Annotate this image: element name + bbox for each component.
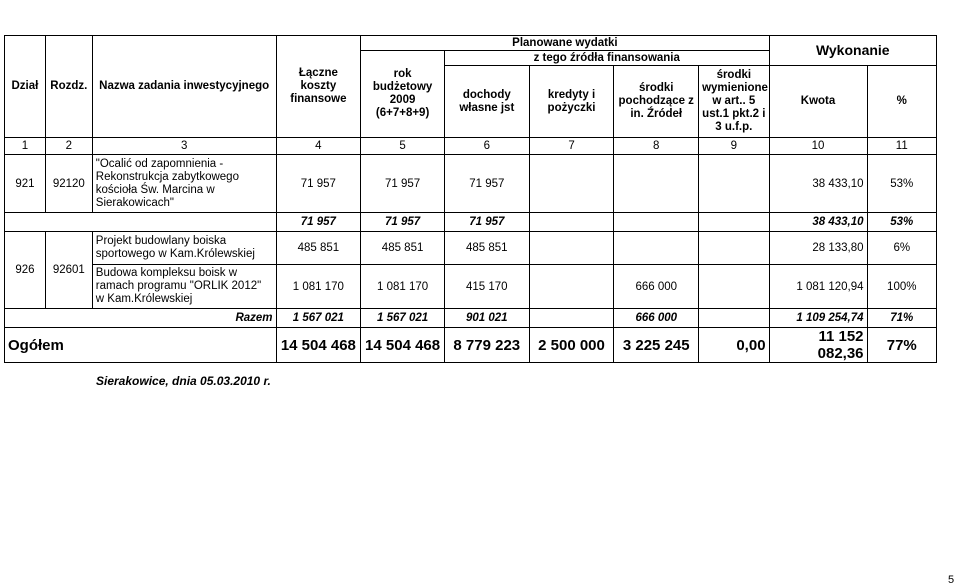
footer-date: Sierakowice, dnia 05.03.2010 r.: [96, 374, 271, 388]
procent-cell: 53%: [867, 155, 936, 213]
table-row: [5, 232, 937, 265]
subtotal-kwota: 38 433,10: [769, 213, 867, 232]
razem-row: [5, 309, 937, 328]
subtotal-rok: 71 957: [361, 213, 445, 232]
col-number: 10: [769, 138, 867, 155]
razem-laczne: 1 567 021: [276, 309, 361, 328]
procent-cell: 6%: [867, 232, 936, 265]
header-rozdz: Rozdz.: [45, 36, 92, 138]
subtotal-dochody: 71 957: [444, 213, 529, 232]
laczne-cell: 1 081 170: [276, 265, 361, 309]
razem-pochodzace: 666 000: [614, 309, 699, 328]
ogolem-kwota: 11 152 082,36: [769, 328, 867, 363]
razem-rok: 1 567 021: [361, 309, 445, 328]
col-number: 5: [361, 138, 445, 155]
ogolem-dochody: 8 779 223: [444, 328, 529, 363]
dzial-cell: 926: [5, 232, 46, 309]
header-procent: %: [867, 66, 936, 138]
table-row: [5, 265, 937, 309]
header-dochody: dochody własne jst: [444, 66, 529, 138]
dochody-cell: 415 170: [444, 265, 529, 309]
rok-cell: 71 957: [361, 155, 445, 213]
header-kredyty: kredyty i pożyczki: [529, 66, 614, 138]
ogolem-pochodzace: 3 225 245: [614, 328, 699, 363]
table-row: [5, 155, 937, 213]
rok-cell: 485 851: [361, 232, 445, 265]
dzial-cell: 921: [5, 155, 46, 213]
subtotal-row: [5, 213, 937, 232]
ogolem-row: [5, 328, 937, 363]
razem-label: Razem: [5, 309, 277, 328]
investment-table: [4, 35, 937, 363]
procent-cell: 100%: [867, 265, 936, 309]
kwota-cell: 1 081 120,94: [769, 265, 867, 309]
col-number: 2: [45, 138, 92, 155]
col-number: 6: [444, 138, 529, 155]
header-rok: rok budżetowy 2009 (6+7+8+9): [361, 51, 445, 138]
header-kwota: Kwota: [769, 66, 867, 138]
kwota-cell: 38 433,10: [769, 155, 867, 213]
col-number: 9: [699, 138, 769, 155]
col-number: 8: [614, 138, 699, 155]
ogolem-procent: 77%: [867, 328, 936, 363]
dochody-cell: 71 957: [444, 155, 529, 213]
ogolem-label: Ogółem: [5, 328, 277, 363]
header-dzial: Dział: [5, 36, 46, 138]
razem-kwota: 1 109 254,74: [769, 309, 867, 328]
col-number: 4: [276, 138, 361, 155]
header-pochodzace: środki pochodzące z in. Źródeł: [614, 66, 699, 138]
subtotal-procent: 53%: [867, 213, 936, 232]
pochodzace-cell: 666 000: [614, 265, 699, 309]
ogolem-rok: 14 504 468: [361, 328, 445, 363]
rozdz-cell: 92601: [45, 232, 92, 309]
task-name: Budowa kompleksu boisk w ramach programu "ORLIK 2012" w Kam.Królewskiej: [92, 265, 276, 309]
header-wymienione: środki wymienione w art.. 5 ust.1 pkt.2 i 3 u.f.p.: [699, 66, 769, 138]
razem-procent: 71%: [867, 309, 936, 328]
dochody-cell: 485 851: [444, 232, 529, 265]
col-number: 1: [5, 138, 46, 155]
ogolem-laczne: 14 504 468: [276, 328, 361, 363]
header-planowane: Planowane wydatki: [361, 36, 769, 51]
rozdz-cell: 92120: [45, 155, 92, 213]
task-name: Projekt budowlany boiska sportowego w Kam.Królewskiej: [92, 232, 276, 265]
rok-cell: 1 081 170: [361, 265, 445, 309]
col-number: 7: [529, 138, 614, 155]
header-z-tego: z tego źródła finansowania: [444, 51, 769, 66]
col-number: 11: [867, 138, 936, 155]
ogolem-wymienione: 0,00: [699, 328, 769, 363]
laczne-cell: 71 957: [276, 155, 361, 213]
col-number: 3: [92, 138, 276, 155]
razem-dochody: 901 021: [444, 309, 529, 328]
kwota-cell: 28 133,80: [769, 232, 867, 265]
header-nazwa: Nazwa zadania inwestycyjnego: [92, 36, 276, 138]
task-name: "Ocalić od zapomnienia - Rekonstrukcja zabytkowego kościoła Św. Marcina w Sierakowicach": [92, 155, 276, 213]
subtotal-laczne: 71 957: [276, 213, 361, 232]
header-laczne: Łączne koszty finansowe: [276, 36, 361, 138]
header-wykonanie: Wykonanie: [769, 36, 936, 66]
ogolem-kredyty: 2 500 000: [529, 328, 614, 363]
page-number: 5: [948, 574, 955, 586]
laczne-cell: 485 851: [276, 232, 361, 265]
